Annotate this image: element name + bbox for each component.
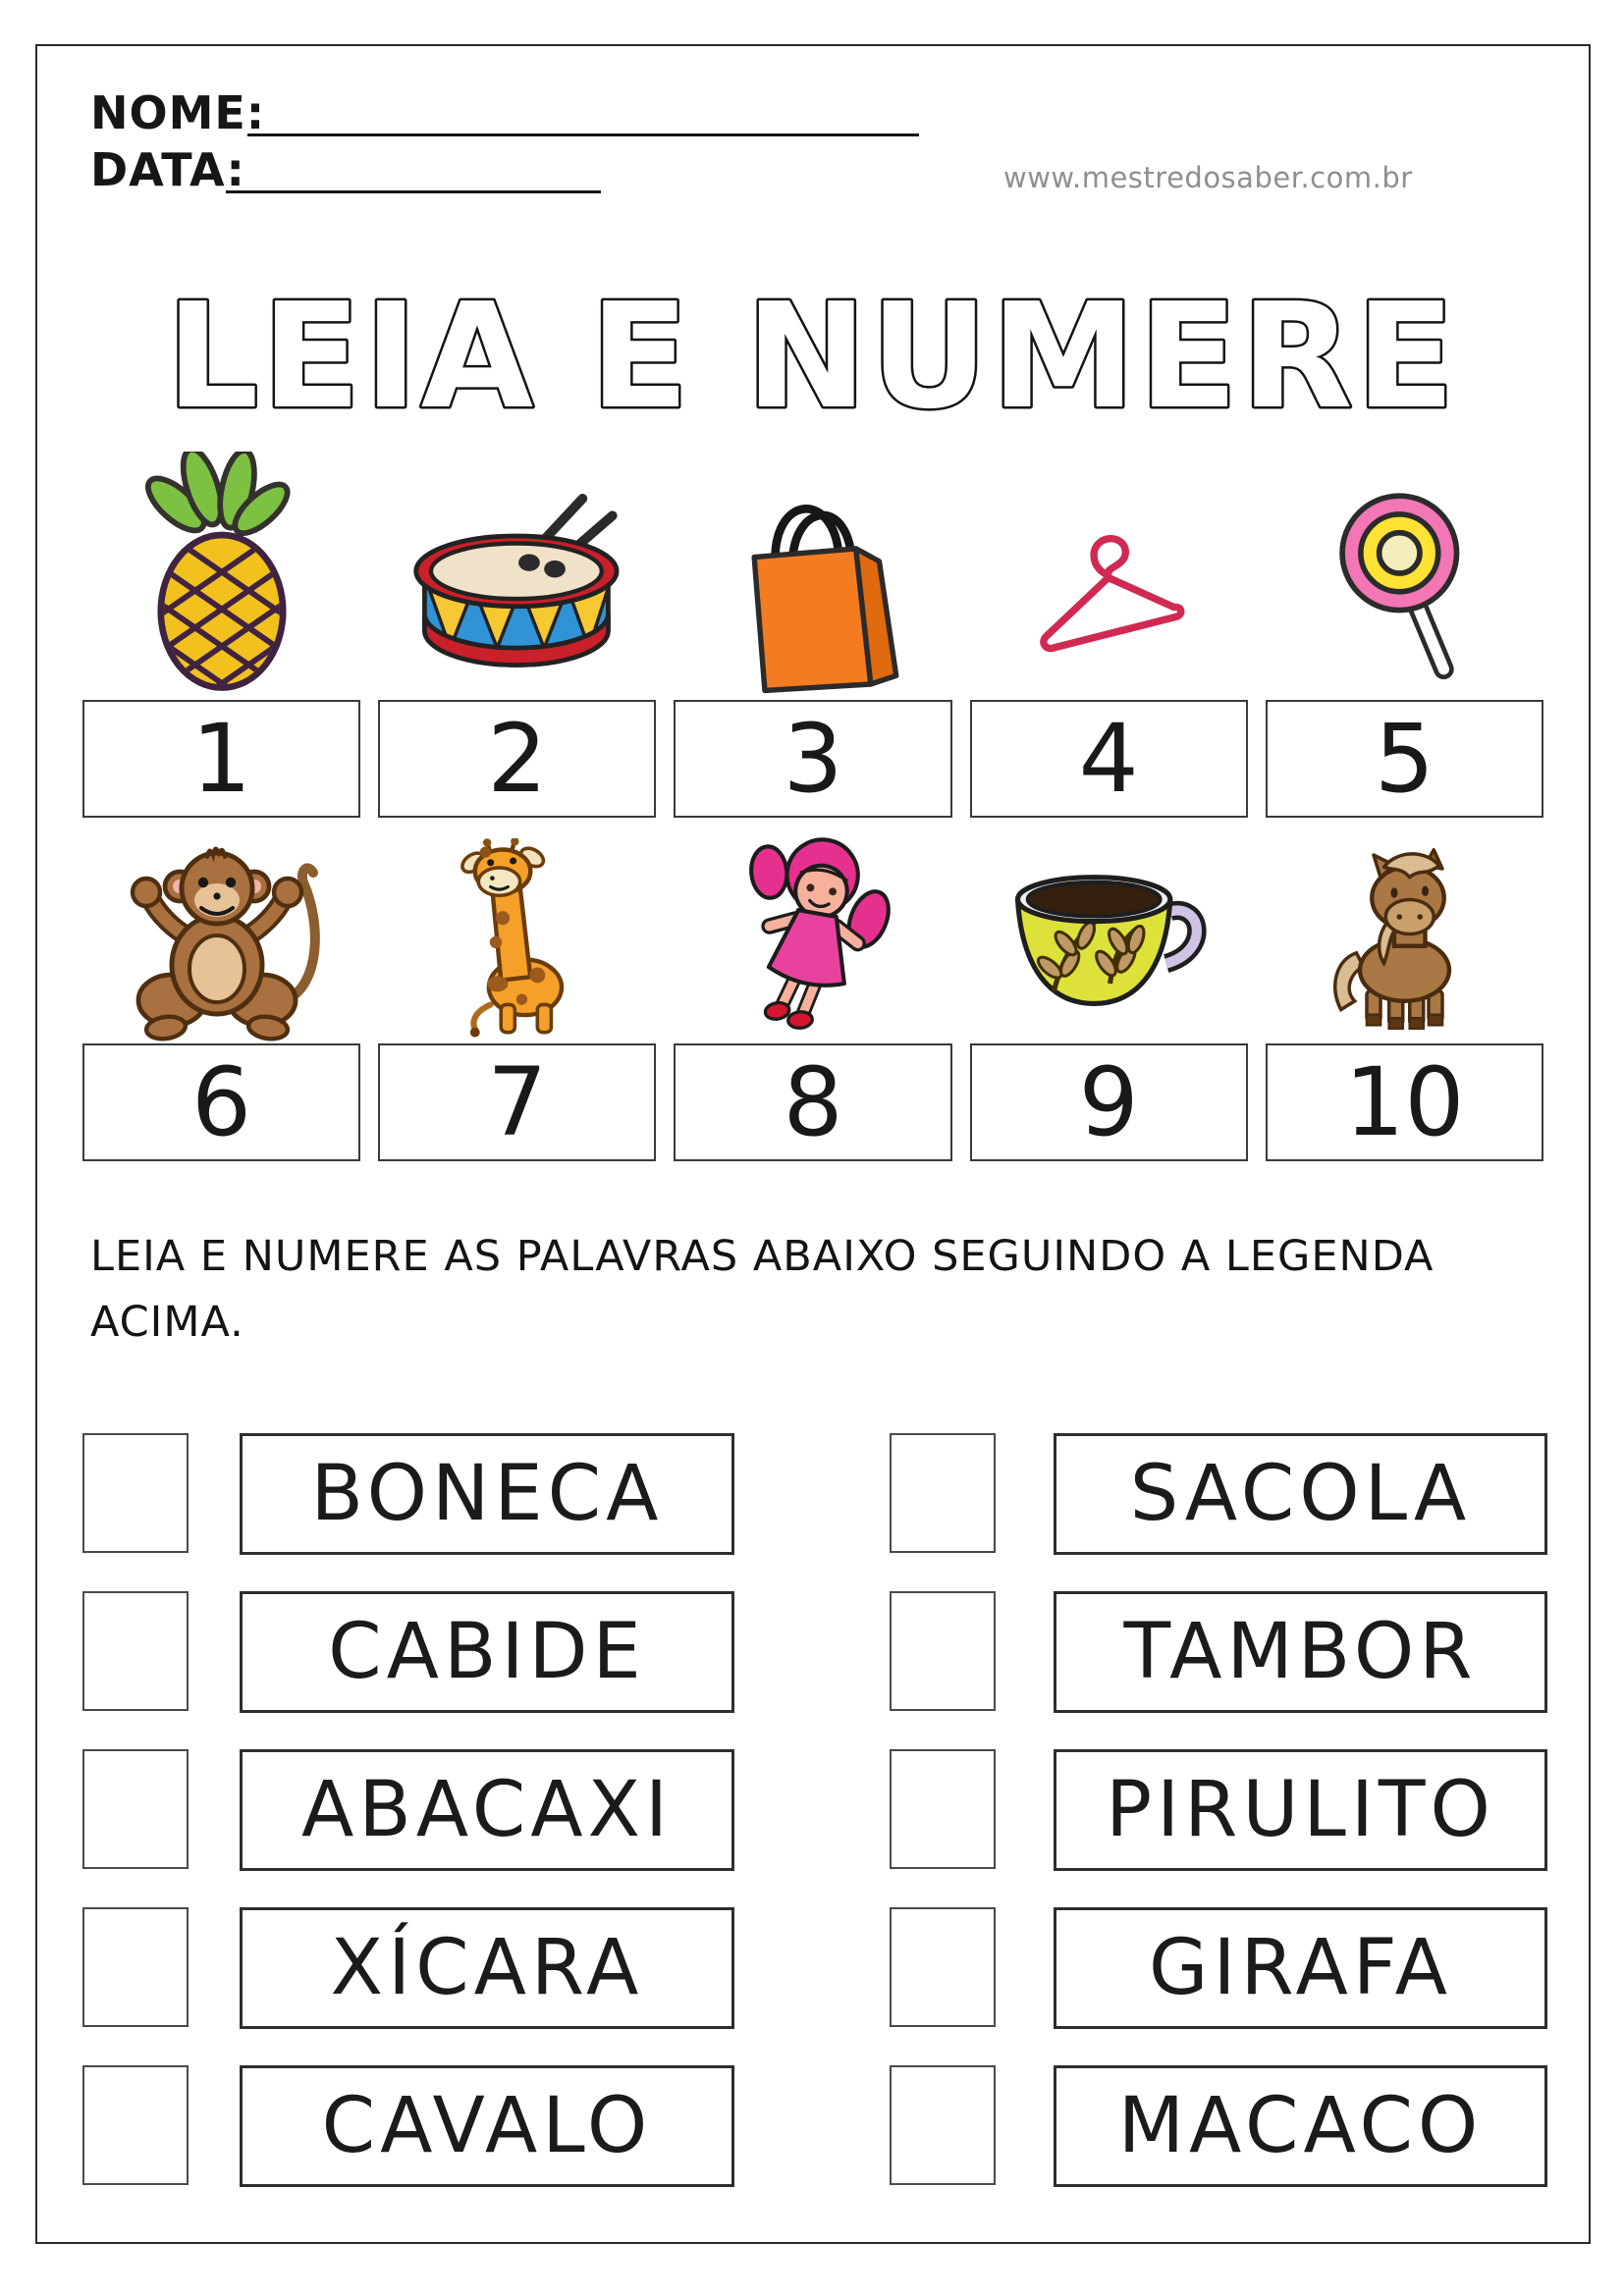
answer-box[interactable] <box>82 1907 189 2027</box>
legend-number: 3 <box>783 704 843 814</box>
word-card <box>240 1591 734 1713</box>
shopping-bag-icon <box>712 472 913 695</box>
word-text: ABACAXI <box>300 1766 674 1854</box>
hanger-icon <box>1015 518 1202 656</box>
legend-number-box <box>970 1043 1248 1161</box>
word-card <box>240 1433 734 1555</box>
legend-number-row-2 <box>82 1043 1543 1161</box>
answer-box[interactable] <box>890 1907 996 2027</box>
word-text: PIRULITO <box>1106 1766 1495 1854</box>
page-title: LEIA E NUMERE <box>166 272 1458 441</box>
legend-number-box <box>82 700 360 818</box>
answer-box[interactable] <box>82 1433 189 1553</box>
word-card <box>1054 1749 1547 1871</box>
legend-number-box <box>970 700 1248 818</box>
legend-number: 5 <box>1374 704 1435 814</box>
giraffe-icon <box>444 838 591 1038</box>
legend-number: 4 <box>1078 704 1139 814</box>
word-text: GIRAFA <box>1149 1924 1452 2012</box>
word-text: SACOLA <box>1129 1450 1472 1538</box>
word-card <box>1054 1591 1547 1713</box>
answer-box[interactable] <box>82 2065 189 2185</box>
word-card <box>1054 1907 1547 2029</box>
word-card <box>240 1749 734 1871</box>
doll-icon <box>732 832 893 1034</box>
legend-number-box <box>82 1043 360 1161</box>
word-text: CAVALO <box>321 2082 653 2170</box>
website-text: www.mestredosaber.com.br <box>1003 161 1413 194</box>
answer-box[interactable] <box>890 2065 996 2185</box>
legend-number: 2 <box>487 704 548 814</box>
legend-number-box <box>378 1043 656 1161</box>
legend-number: 8 <box>783 1047 843 1157</box>
word-text: TAMBOR <box>1123 1608 1478 1696</box>
answer-box[interactable] <box>890 1749 996 1869</box>
legend-number-box <box>1266 700 1543 818</box>
title-art <box>0 267 1624 454</box>
word-text: BONECA <box>310 1450 664 1538</box>
word-card <box>1054 1433 1547 1555</box>
answer-box[interactable] <box>82 1591 189 1711</box>
date-label: DATA: <box>90 143 245 196</box>
name-fill-line[interactable] <box>247 133 919 136</box>
legend-number-box <box>674 1043 951 1161</box>
word-card <box>1054 2065 1547 2187</box>
legend-number: 6 <box>191 1047 252 1157</box>
legend-image-row-1 <box>82 444 1543 697</box>
cup-icon <box>994 851 1224 1028</box>
word-card <box>240 2065 734 2187</box>
word-text: MACACO <box>1117 2082 1484 2170</box>
legend-image-row-2 <box>82 832 1543 1041</box>
legend-number-box <box>674 700 951 818</box>
lollipop-icon <box>1326 483 1483 695</box>
legend-number: 1 <box>191 704 252 814</box>
word-text: CABIDE <box>328 1608 646 1696</box>
answer-box[interactable] <box>890 1591 996 1711</box>
instruction-text: LEIA E NUMERE AS PALAVRAS ABAIXO SEGUINDO A LEGENDA ACIMA. <box>90 1232 1435 1347</box>
legend-number-box <box>378 700 656 818</box>
legend-number: 10 <box>1344 1047 1465 1157</box>
name-label: NOME: <box>90 86 266 139</box>
pineapple-icon <box>124 452 320 697</box>
horse-icon <box>1319 846 1490 1036</box>
answer-box[interactable] <box>890 1433 996 1553</box>
date-fill-line[interactable] <box>226 190 601 193</box>
legend-number-row-1 <box>82 700 1543 818</box>
legend-number: 7 <box>487 1047 548 1157</box>
drum-icon <box>395 490 640 693</box>
legend-number: 9 <box>1078 1047 1139 1157</box>
monkey-icon <box>99 835 345 1041</box>
answer-box[interactable] <box>82 1749 189 1869</box>
word-card <box>240 1907 734 2029</box>
legend-number-box <box>1266 1043 1543 1161</box>
word-text: XÍCARA <box>330 1924 644 2012</box>
